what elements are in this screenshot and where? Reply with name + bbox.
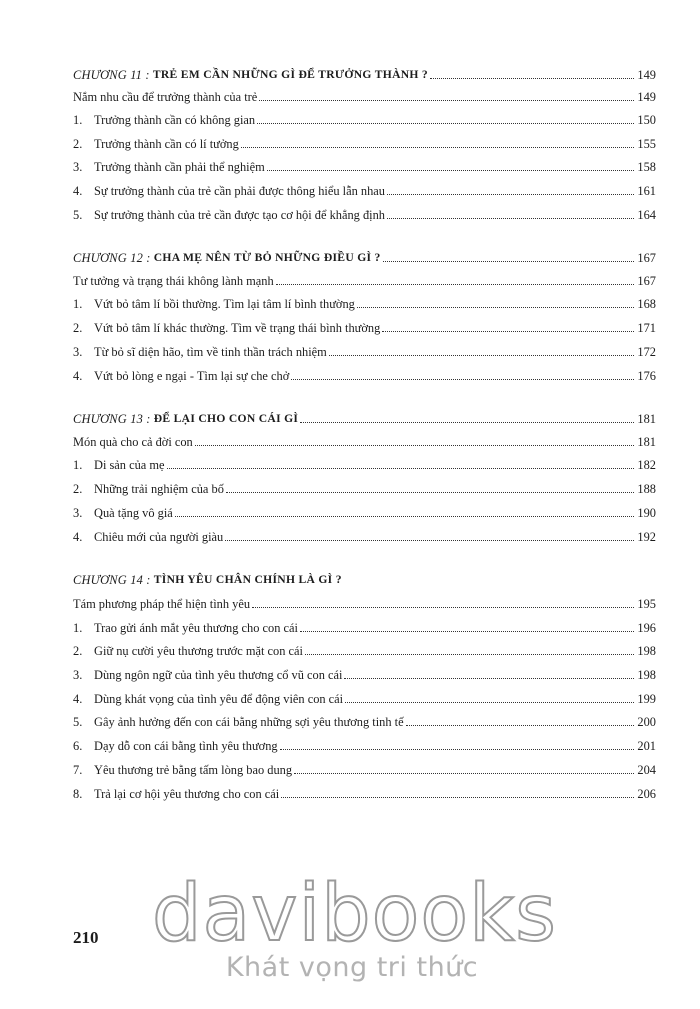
leader-dots [294,773,634,774]
entry-page: 181 [637,435,656,449]
chapter-title: TRẺ EM CẦN NHỮNG GÌ ĐỂ TRƯỞNG THÀNH ? [152,68,429,81]
leader-dots [387,218,634,219]
entry-text: Di sản của mẹ [94,458,165,472]
leader-dots [241,147,634,148]
toc-entry [73,131,656,151]
chapter-page: 167 [637,251,656,265]
entry-number: 1. [73,458,83,472]
leader-dots [406,725,634,726]
leader-dots [430,78,634,79]
leader-dots [276,284,634,285]
entry-text: Trưởng thành cần có không gian [94,113,256,127]
chapter-label: CHƯƠNG 12 : [73,251,151,265]
toc-entry [73,638,656,658]
entry-text: Món quà cho cả đời con [73,435,193,449]
leader-dots [383,261,634,262]
entry-text: Trưởng thành cần có lí tưởng [94,137,239,151]
entry-number: 2. [73,137,83,151]
entry-page: 192 [637,530,656,544]
entry-page: 167 [637,274,656,288]
entry-page: 188 [637,482,656,496]
toc-entry [73,500,656,520]
watermark-logo: davibooks [152,869,557,959]
entry-text: Dùng khát vọng của tình yêu để động viên con cái [94,692,344,706]
chapter-12-heading [73,245,656,265]
entry-page: 155 [637,137,656,151]
entry-number: 5. [73,208,83,222]
entry-page: 206 [637,787,656,801]
entry-text: Quà tặng vô giá [94,506,173,520]
toc-entry [73,107,656,127]
entry-number: 3. [73,668,83,682]
toc-entry [73,363,656,383]
entry-text: Sự trưởng thành của trẻ cần được tạo cơ hội để khẳng định [94,208,385,222]
entry-page: 204 [637,763,656,777]
entry-number: 4. [73,369,83,383]
leader-dots [267,170,634,171]
leader-dots [167,468,634,469]
entry-number: 3. [73,506,83,520]
leader-dots [226,492,634,493]
entry-number: 1. [73,113,83,127]
chapter-title: TÌNH YÊU CHÂN CHÍNH LÀ GÌ ? [153,573,342,586]
entry-text: Gây ảnh hưởng đến con cái bằng những sợi yêu thương tinh tế [94,715,404,729]
entry-number: 4. [73,692,83,706]
entry-text: Nắm nhu cầu để trưởng thành của trẻ [73,90,258,104]
toc-entry [73,315,656,335]
toc-entry [73,591,656,611]
entry-page: 161 [637,184,656,198]
entry-page: 176 [637,369,656,383]
leader-dots [280,749,634,750]
toc-entry [73,733,656,753]
entry-text: Tư tưởng và trạng thái không lành mạnh [73,274,274,288]
leader-dots [225,540,634,541]
chapter-label: CHƯƠNG 11 : [73,68,150,82]
chapter-page: 181 [637,412,656,426]
entry-page: 200 [637,715,656,729]
chapter-13-heading [73,406,656,426]
leader-dots [300,631,634,632]
chapter-title: ĐỂ LẠI CHO CON CÁI GÌ [153,412,299,425]
entry-page: 198 [637,668,656,682]
toc-entry [73,686,656,706]
leader-dots [195,445,634,446]
page-number: 210 [73,928,99,947]
entry-page: 158 [637,160,656,174]
chapter-page: 149 [637,68,656,82]
chapter-label: CHƯƠNG 14 : [73,573,151,587]
chapter-title: CHA MẸ NÊN TỪ BỎ NHỮNG ĐIỀU GÌ ? [153,251,381,264]
entry-number: 7. [73,763,83,777]
entry-number: 1. [73,621,83,635]
entry-page: 198 [637,644,656,658]
chapter-11-heading [73,62,656,82]
entry-number: 3. [73,345,83,359]
entry-number: 1. [73,297,83,311]
leader-dots [291,379,634,380]
entry-page: 149 [637,90,656,104]
entry-page: 196 [637,621,656,635]
entry-text: Từ bỏ sĩ diện hão, tìm về tinh thần trách nhiệm [94,345,327,359]
toc-entry [73,268,656,288]
leader-dots [344,678,634,679]
leader-dots [252,607,634,608]
leader-dots [357,307,634,308]
leader-dots [300,422,634,423]
entry-page: 190 [637,506,656,520]
toc-entry [73,709,656,729]
toc-entry [73,84,656,104]
toc-entry [73,202,656,222]
entry-text: Yêu thương trẻ bằng tấm lòng bao dung [94,763,293,777]
entry-text: Trả lại cơ hội yêu thương cho con cái [94,787,280,801]
leader-dots [281,797,634,798]
entry-page: 182 [637,458,656,472]
leader-dots [257,123,634,124]
entry-page: 164 [637,208,656,222]
entry-number: 2. [73,321,83,335]
entry-text: Sự trưởng thành của trẻ cần phải được thông hiểu lẫn nhau [94,184,385,198]
toc-entry [73,757,656,777]
chapter-label: CHƯƠNG 13 : [73,412,151,426]
toc-entry [73,452,656,472]
entry-text: Dạy dỗ con cái bằng tình yêu thương [94,739,278,753]
watermark [152,869,557,984]
toc-entry [73,524,656,544]
entry-page: 201 [637,739,656,753]
entry-page: 150 [637,113,656,127]
watermark-slogan: Khát vọng tri thức [225,952,479,983]
entry-text: Vứt bỏ tâm lí khác thường. Tìm về trạng thái bình thường [94,321,381,335]
leader-dots [387,194,634,195]
entry-text: Vứt bỏ lòng e ngại - Tìm lại sự che chở [94,369,290,383]
entry-text: Tám phương pháp thể hiện tình yêu [73,597,251,611]
entry-page: 195 [637,597,656,611]
entry-text: Vứt bỏ tâm lí bồi thường. Tìm lại tâm lí bình thường [94,297,355,311]
entry-text: Dùng ngôn ngữ của tình yêu thương cổ vũ con cái [94,668,343,682]
entry-text: Trao gửi ánh mắt yêu thương cho con cái [94,621,298,635]
entry-number: 4. [73,530,83,544]
toc-entry [73,781,656,801]
toc-entry [73,154,656,174]
leader-dots [259,100,634,101]
toc-entry [73,429,656,449]
entry-page: 199 [637,692,656,706]
entry-number: 8. [73,787,83,801]
toc-entry [73,476,656,496]
chapter-14-heading [73,567,656,587]
entry-number: 2. [73,644,83,658]
entry-number: 5. [73,715,83,729]
entry-number: 4. [73,184,83,198]
entry-number: 6. [73,739,83,753]
toc-entry [73,615,656,635]
leader-dots [382,331,634,332]
entry-text: Những trải nghiệm của bố [94,482,224,496]
leader-dots [175,516,634,517]
toc-entry [73,662,656,682]
toc-entry [73,178,656,198]
entry-text: Giữ nụ cười yêu thương trước mặt con cái [94,644,303,658]
entry-page: 168 [637,297,656,311]
entry-number: 3. [73,160,83,174]
toc-entry [73,339,656,359]
entry-page: 171 [637,321,656,335]
entry-text: Trưởng thành cần phải thể nghiệm [94,160,265,174]
entry-page: 172 [637,345,656,359]
leader-dots [345,702,634,703]
entry-number: 2. [73,482,83,496]
toc-entry [73,291,656,311]
entry-text: Chiêu mới của người giàu [94,530,224,544]
leader-dots [329,355,634,356]
leader-dots [305,654,634,655]
